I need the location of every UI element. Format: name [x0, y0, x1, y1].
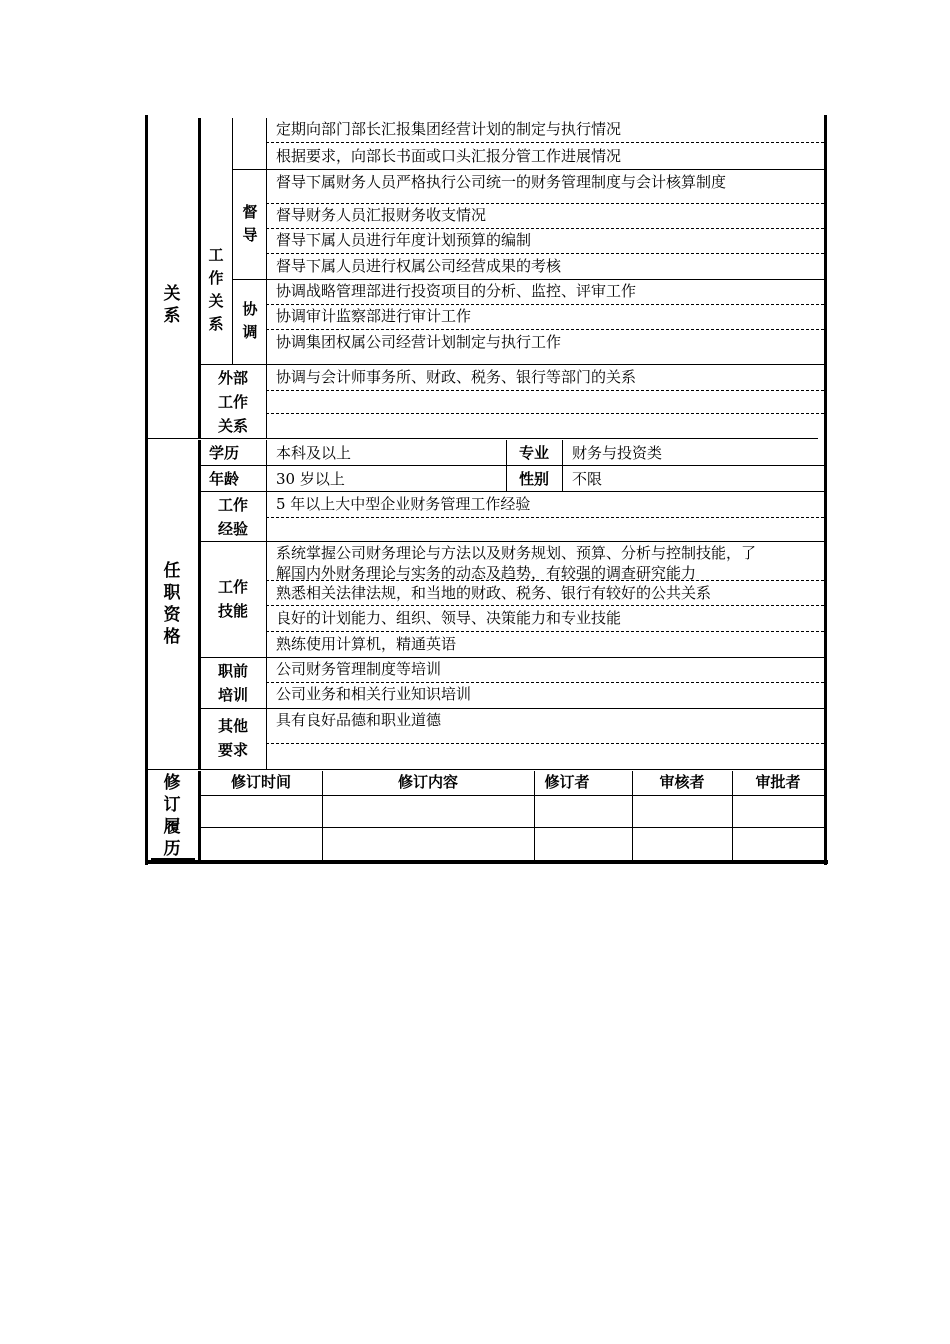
- coordinate-item-1: 协调战略管理部进行投资项目的分析、监控、评审工作: [276, 282, 637, 300]
- row-divider: [266, 228, 824, 229]
- supervise-item-4: 督导下属人员进行权属公司经营成果的考核: [276, 257, 562, 275]
- section-label-qualifications-text: [163, 560, 181, 648]
- revision-header-approver: 审批者: [755, 773, 801, 791]
- section-label-qualifications: [160, 560, 184, 648]
- vertical-label-char: 协: [242, 300, 258, 318]
- work-rel-col-divider: [232, 118, 233, 364]
- vertical-label-char: 调: [242, 323, 258, 341]
- revision-label-underline: [151, 858, 195, 860]
- training-label-2: 培训: [217, 686, 248, 704]
- revision-header-time: 修订时间: [230, 773, 291, 791]
- table-right-border: [824, 115, 827, 865]
- supervise-item-3: 督导下属人员进行年度计划预算的编制: [276, 231, 532, 249]
- report-item-1: 定期向部门部长汇报集团经营计划的制定与执行情况: [276, 120, 622, 138]
- row-divider: [266, 743, 824, 744]
- vertical-label-char: 资: [163, 605, 181, 625]
- vertical-label-char: 作: [208, 269, 224, 287]
- training-item-1: 公司财务管理制度等培训: [276, 660, 442, 678]
- age-label: 年龄: [208, 470, 239, 488]
- section-divider: [145, 438, 818, 439]
- coordinate-label: [238, 298, 262, 344]
- experience-label-2: 经验: [217, 520, 248, 538]
- other-label-2: 要求: [217, 741, 248, 759]
- group-divider: [198, 364, 824, 365]
- revision-header-reviewer: 审核者: [659, 773, 705, 791]
- vertical-label-char: 关: [163, 284, 181, 304]
- revision-row-divider: [198, 795, 824, 796]
- section-label-relations-text: [160, 283, 184, 327]
- row-divider: [266, 329, 824, 330]
- row-divider: [266, 304, 824, 305]
- vertical-label-char: 导: [242, 226, 258, 244]
- coordinate-item-2: 协调审计监察部进行审计工作: [276, 307, 472, 325]
- major-value: 财务与投资类: [572, 444, 663, 462]
- skills-item-5: 熟练使用计算机，精通英语: [276, 635, 457, 653]
- coordinate-item-3: 协调集团权属公司经营计划制定与执行工作: [276, 333, 562, 351]
- vertical-label-char: 修: [163, 773, 181, 793]
- section-label-revision: [160, 772, 184, 860]
- gender-label: 性别: [518, 470, 549, 488]
- revision-header-content: 修订内容: [397, 773, 458, 791]
- skills-item-1: 系统掌握公司财务理论与方法以及财务规划、预算、分析与控制技能，了: [276, 544, 757, 562]
- supervise-item-1: 督导下属财务人员严格执行公司统一的财务管理制度与会计核算制度: [276, 173, 727, 191]
- education-value: 本科及以上: [276, 444, 352, 462]
- table-left-border: [145, 115, 148, 865]
- skills-label-2: 技能: [217, 602, 248, 620]
- table-bottom-border: [145, 860, 828, 864]
- row-divider: [198, 465, 824, 466]
- row-divider: [198, 491, 824, 492]
- skills-item-3: 熟悉相关法律法规，和当地的财政、税务、银行有较好的公共关系: [276, 584, 712, 602]
- section-label-revision-text: [163, 772, 181, 860]
- work-relations-label-text: [208, 244, 224, 336]
- vertical-label-char: 任: [163, 561, 181, 581]
- row-divider: [198, 541, 824, 542]
- external-label-1: 外部: [217, 369, 248, 387]
- supervise-item-2: 督导财务人员汇报财务收支情况: [276, 206, 487, 224]
- training-label-1: 职前: [217, 662, 248, 680]
- education-label: 学历: [208, 444, 239, 462]
- row-divider: [266, 517, 824, 518]
- group-divider: [232, 279, 824, 280]
- revision-row-divider: [198, 827, 824, 828]
- row-divider: [266, 142, 824, 143]
- row-divider: [266, 413, 824, 414]
- vertical-label-char: 格: [163, 627, 181, 647]
- section-divider: [145, 769, 824, 770]
- experience-value: 5 年以上大中型企业财务管理工作经验: [276, 495, 531, 513]
- vertical-label-char: 关: [208, 292, 224, 310]
- vertical-label-char: 职: [163, 583, 181, 603]
- row-divider: [266, 605, 824, 606]
- row-divider: [266, 203, 824, 204]
- training-item-2: 公司业务和相关行业知识培训: [276, 685, 472, 703]
- vertical-label-char: 历: [163, 839, 181, 859]
- major-label: 专业: [518, 444, 549, 462]
- vertical-label-char: 履: [163, 817, 181, 837]
- supervise-label: [238, 201, 262, 247]
- gender-value: 不限: [572, 470, 603, 488]
- row-divider: [266, 253, 824, 254]
- skills-item-2: 解国内外财务理论与实务的动态及趋势，有较强的调查研究能力: [276, 564, 697, 582]
- other-label-1: 其他: [217, 717, 248, 735]
- vertical-label-char: 订: [163, 795, 181, 815]
- supervise-label-text: [242, 201, 258, 247]
- row-divider: [198, 708, 824, 709]
- external-item-1: 协调与会计师事务所、财政、税务、银行等部门的关系: [276, 368, 637, 386]
- vertical-label-char: 工: [208, 246, 224, 264]
- coordinate-label-text: [242, 298, 258, 344]
- section-label-relations: [160, 283, 184, 327]
- row-divider: [266, 580, 824, 581]
- external-label-2: 工作: [217, 393, 248, 411]
- vertical-label-char: 督: [242, 203, 258, 221]
- report-item-2: 根据要求，向部长书面或口头汇报分管工作进展情况: [276, 147, 622, 165]
- work-relations-label: [204, 244, 228, 336]
- skills-label-1: 工作: [217, 578, 248, 596]
- row-divider: [266, 682, 824, 683]
- age-value: 30 岁以上: [276, 470, 345, 488]
- skills-item-4: 良好的计划能力、组织、领导、决策能力和专业技能: [276, 609, 622, 627]
- external-label-3: 关系: [217, 417, 248, 435]
- row-divider: [266, 390, 824, 391]
- vertical-label-char: 系: [208, 315, 224, 333]
- row-divider: [266, 631, 824, 632]
- major-col-right: [562, 440, 563, 492]
- row-divider: [198, 657, 824, 658]
- experience-label-1: 工作: [217, 496, 248, 514]
- vertical-label-char: 系: [163, 306, 181, 326]
- other-value: 具有良好品德和职业道德: [276, 711, 442, 729]
- group-divider: [232, 169, 824, 170]
- revision-header-reviser: 修订者: [544, 773, 590, 791]
